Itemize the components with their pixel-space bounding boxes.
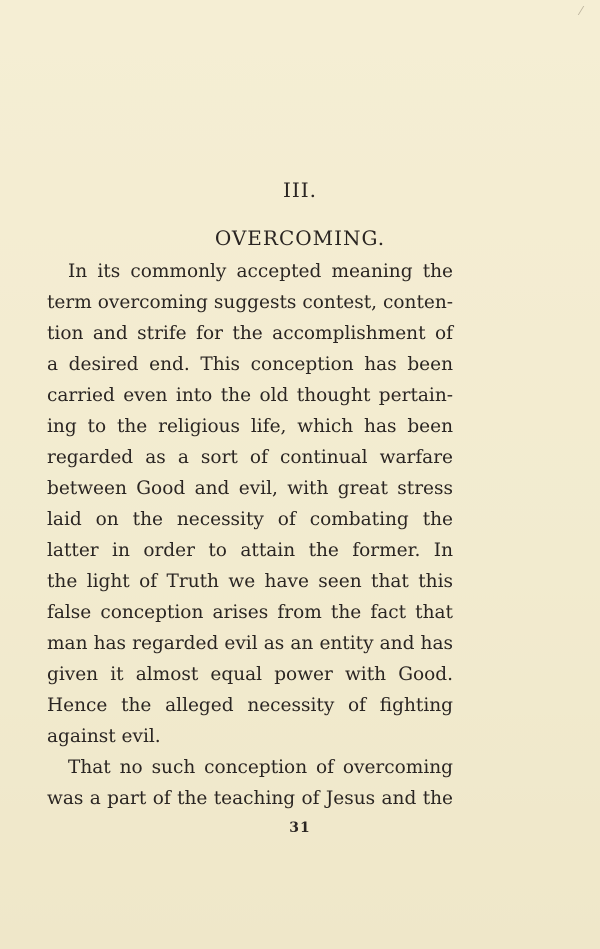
text-line: given it almost equal power with Good. — [47, 664, 453, 685]
text-line: regarded as a sort of continual warfare — [47, 447, 453, 468]
text-line: against evil. — [47, 726, 161, 747]
chapter-title: OVERCOMING. — [214, 226, 386, 250]
text-line: Hence the alleged necessity of fighting — [47, 695, 453, 716]
text-line: That no such conception of overcoming — [68, 757, 453, 778]
text-line: In its commonly accepted meaning the — [68, 261, 453, 282]
corner-pencil-mark: ⁄ — [579, 4, 582, 18]
page-number: 31 — [289, 820, 311, 836]
text-line: latter in order to attain the former. In — [47, 540, 453, 561]
text-line: laid on the necessity of combating the — [47, 509, 453, 530]
text-line: the light of Truth we have seen that this — [47, 571, 453, 592]
text-line: tion and strife for the accomplishment of — [47, 323, 453, 344]
text-line: false conception arises from the fact that — [47, 602, 453, 623]
text-line: was a part of the teaching of Jesus and the — [47, 788, 453, 809]
text-line: a desired end. This conception has been — [47, 354, 453, 375]
text-line: man has regarded evil as an entity and has — [47, 633, 453, 654]
chapter-number: III. — [282, 178, 318, 202]
text-line: between Good and evil, with great stress — [47, 478, 453, 499]
text-line: term overcoming suggests contest, conten- — [47, 292, 453, 313]
body-text — [47, 256, 453, 814]
text-line: carried even into the old thought pertain- — [47, 385, 453, 406]
text-line: ing to the religious life, which has been — [47, 416, 453, 437]
